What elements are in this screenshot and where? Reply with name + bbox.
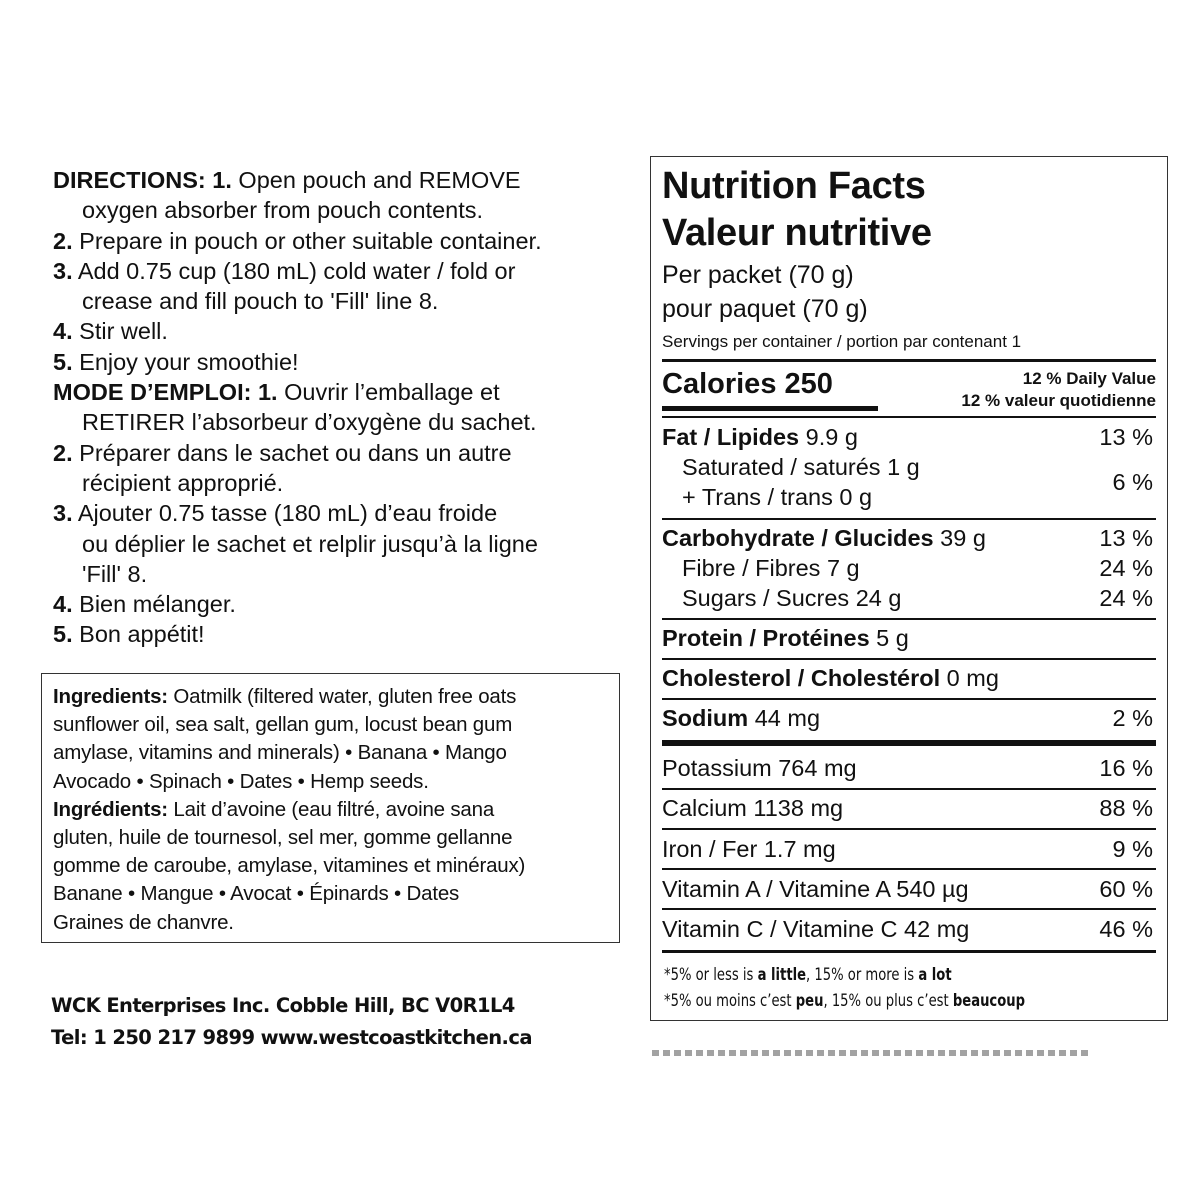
directions-line: RETIRER l’absorbeur d’oxygène du sachet. (82, 409, 537, 436)
calories: Calories 250 (662, 368, 833, 400)
ingredients-en-line: Ingredients: Oatmilk (filtered water, gluten free oats (53, 685, 517, 708)
directions-fr-step-4: 4. Bien mélanger. (53, 591, 236, 618)
cropped-text-fragment (652, 1050, 1092, 1056)
ingredients-en-line: Avocado • Spinach • Dates • Hemp seeds. (53, 769, 429, 793)
serving-size-fr: pour paquet (70 g) (662, 295, 868, 323)
nutrition-title-en: Nutrition Facts (662, 165, 926, 207)
divider (662, 868, 1156, 870)
ingredients-fr-line: Banane • Mangue • Avocat • Épinards • Dates (53, 882, 460, 906)
footnote-en: *5% or less is a little, 15% or more is a lot (664, 965, 952, 985)
company-address: WCK Enterprises Inc. Cobble Hill, BC V0R1L4 (51, 994, 515, 1017)
divider (662, 698, 1156, 700)
ingredients-en-label: Ingredients: (53, 685, 168, 708)
directions-en-step-3: 3. Add 0.75 cup (180 mL) cold water / fold or (53, 257, 516, 284)
directions-block (53, 165, 633, 650)
directions-en-step-2: 2. Prepare in pouch or other suitable container. (53, 227, 542, 254)
servings-per-container: Servings per container / portion par contenant 1 (662, 332, 1022, 351)
divider (662, 359, 1156, 362)
nutrition-title-fr: Valeur nutritive (662, 212, 932, 254)
directions-fr-step-2: 2. Préparer dans le sachet ou dans un autre (53, 439, 512, 466)
divider (662, 416, 1156, 418)
directions-line: oxygen absorber from pouch contents. (82, 197, 484, 224)
divider-thick (662, 740, 1156, 746)
directions-line: 'Fill' 8. (82, 560, 148, 587)
nutrition-facts-panel: Nutrition Facts Valeur nutritive Per packet (70 g) pour paquet (70 g) Servings per container / portion par contenant 1 Calories 250 12 % Daily Value 12 % valeur quotidienne Fat / Lipides 9.9 g 13 % Saturated / saturés 1 g 6 % + Trans / trans 0 g Carbohydrate / Glucides 39 g 13 % Fibre / Fibres 7 g 24 % Sugars / Sucres 24 g 24 % Protein / Protéines 5 g Cholesterol / Cholestérol 0 mg Sodium 44 mg 2 % Potassium 764 mg 16 % Calcium 1138 mg 88 % Iron / Fer 1.7 mg 9 % Vitamin A / Vitamine A 540 µg 60 % Vitamin C / Vitamine C 42 mg 46 % *5% or less is a little, 15% or more is a lot *5% ou moins c’est peu, 15% ou plus c’est beaucoup (650, 156, 1168, 1021)
directions-en-heading: DIRECTIONS: (53, 167, 206, 193)
divider (662, 908, 1156, 910)
directions-en-step-1: DIRECTIONS: 1. Open pouch and REMOVE (53, 167, 521, 193)
divider (662, 658, 1156, 660)
directions-line: crease and fill pouch to 'Fill' line 8. (82, 288, 439, 315)
company-contact: Tel: 1 250 217 9899 www.westcoastkitchen.ca (51, 1026, 532, 1049)
divider (662, 788, 1156, 790)
ingredients-en-line: amylase, vitamins and minerals) • Banana • Mango (53, 741, 507, 765)
serving-size-en: Per packet (70 g) (662, 261, 854, 289)
ingredients-fr-line: gomme de caroube, amylase, vitamines et minéraux) (53, 854, 526, 878)
directions-fr-step-3: 3. Ajouter 0.75 tasse (180 mL) d’eau froide (53, 500, 498, 527)
ingredients-fr-line: gluten, huile de tournesol, sel mer, gomme gellanne (53, 826, 513, 850)
directions-fr-step-5: 5. Bon appétit! (53, 621, 205, 648)
daily-value-header-fr: 12 % valeur quotidienne (961, 391, 1156, 410)
calories-underline (662, 406, 878, 411)
footnote-fr: *5% ou moins c’est peu, 15% ou plus c’est beaucoup (664, 991, 1026, 1011)
ingredients-box (41, 673, 620, 943)
divider (662, 518, 1156, 520)
ingredients-fr-line: Graines de chanvre. (53, 910, 234, 934)
directions-en-step-5: 5. Enjoy your smoothie! (53, 348, 299, 375)
daily-value-header-en: 12 % Daily Value (1022, 369, 1156, 388)
company-info (51, 990, 532, 1054)
ingredients-fr-label: Ingrédients: (53, 797, 168, 821)
directions-line: ou déplier le sachet et relplir jusqu’à la ligne (82, 530, 538, 557)
ingredients-fr-line: Ingrédients: Lait d’avoine (eau filtré, avoine sana (53, 797, 495, 821)
directions-en-step-4: 4. Stir well. (53, 318, 168, 345)
ingredients-en-line: sunflower oil, sea salt, gellan gum, locust bean gum (53, 713, 513, 737)
directions-fr-step-1: MODE D’EMPLOI: 1. Ouvrir l’emballage et (53, 379, 500, 406)
calories-value: 250 (784, 368, 833, 400)
divider (662, 618, 1156, 620)
divider (662, 828, 1156, 830)
divider (662, 950, 1156, 953)
directions-line: récipient approprié. (82, 469, 284, 496)
directions-fr-heading: MODE D’EMPLOI: (53, 379, 252, 406)
